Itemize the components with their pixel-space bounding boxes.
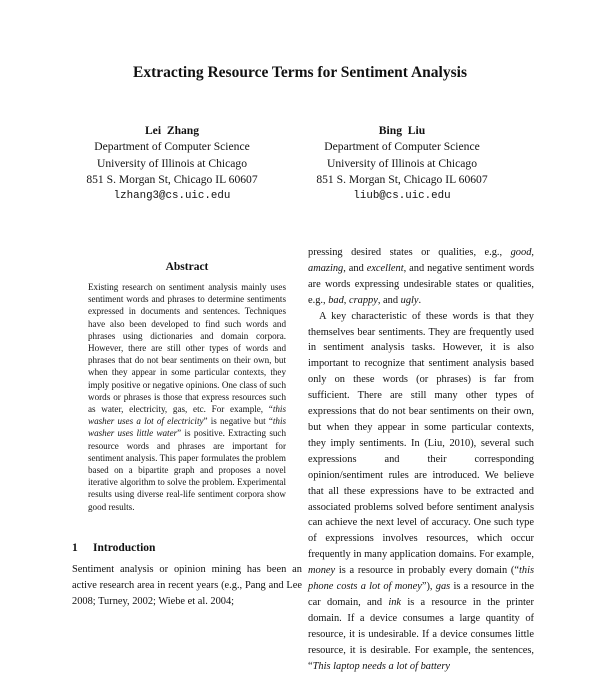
example-word: good [510,247,532,258]
text-run: A key characteristic of these words is that they themselves bear sentiments. They are frequently used in sentiment analysis tasks. However, it is also important to recognize that sentiment analysis based only on these words (or phrases) is far from sufficient. There are still many other types of expressions that do not bear sentiments on their own, but when they appear in some particular contexts, they imply sentiments. In (Liu, 2010), several such expressions and their corresponding opinion/sentiment rules are introduced. We believe that all these expressions have to be extracted and associated problems solved before sentiment analysis can achieve the next level of accuracy. One such type of expressions involves resources, which occur frequently in many application domains. For example, [308,310,534,561]
example-word: crappy [349,294,378,306]
author-email[interactable]: lzhang3@cs.uic.edu [113,190,231,203]
paragraph [308,245,534,309]
text-run: , and [377,294,401,306]
example-sentence: this phone costs a lot of money [308,565,534,593]
author-name: Lei Zhang [144,124,200,137]
intro-text: Sentiment analysis or opinion mining has been an active research area in recent years (e.g., Pang and Lee 2008; Turney, 2002; Wiebe et al. 2004; [72,564,302,607]
example-word: gas [435,581,451,593]
author-name: Bing Liu [378,124,426,137]
author-email[interactable]: liub@cs.uic.edu [353,190,451,203]
text-run: , and [343,262,367,274]
abstract-heading: Abstract [165,261,209,273]
abstract-text [88,281,286,513]
section-number: 1 [72,542,78,554]
text-run: , [343,294,349,306]
section-title: Introduction [93,542,156,554]
section-heading [72,542,302,554]
abstract-text-part: Existing research on sentiment analysis mainly uses sentiment words and phrases to determine sentiments expressed in documents and sentences. Techniques have also been developed to find such words and phrases using dictionaries and domain corpora. However, there are still other types of words and phrases that do not bear sentiments on their own, but when they appear in some particular contexts, they imply positive or negative opinions. One class of such words or phrases is those that express resources such as water, electricity, gas, etc. For example, “ [88,282,286,415]
text-run: , [531,247,534,258]
text-run: ”), [421,581,436,593]
text-run: is a resource in the printer domain. If a device consumes a large quantity of resource, it is undesirable. If a device consumes little resource, it is desirable. For example, the sentences, “ [308,596,534,672]
author-department: Department of Computer Science [94,140,250,154]
abstract-example: this washer uses little water [88,416,287,439]
text-run: , and negative sentiment words are words expressing undesirable states or qualities, e.g., [308,262,534,306]
example-word: ink [388,596,402,608]
abstract-example: this washer uses a lot of electricity [88,404,286,427]
text-run: is a resource in the car domain, and [308,581,534,608]
text-run: . [418,294,422,306]
example-word: money [308,565,336,577]
example-word: amazing [308,262,344,274]
author-block-liu [282,123,522,204]
text-run: pressing desired states or qualities, e.g., [308,247,511,258]
author-department: Department of Computer Science [324,140,480,154]
author-block-zhang [52,123,292,204]
author-address: 851 S. Morgan St, Chicago IL 60607 [316,172,488,186]
paragraph [308,309,534,674]
paper-title: Extracting Resource Terms for Sentiment Analysis [133,64,467,81]
example-word: ugly [400,294,419,306]
author-address: 851 S. Morgan St, Chicago IL 60607 [86,172,258,186]
author-university: University of Illinois at Chicago [96,156,248,170]
text-run: is a resource in probably every domain (“ [335,565,519,577]
author-university: University of Illinois at Chicago [326,156,478,170]
abstract-text-part: ” is positive. Extracting such resource words and phrases are important for sentiment analysis. This paper formulates the problem based on a bipartite graph and proposes a novel iterative algorithm to solve the problem. Experimental results using diverse real-life sentiment corpora show good results. [88,428,287,512]
example-word: bad [328,294,344,306]
example-word: excellent [366,262,404,274]
right-column [308,245,534,674]
abstract-text-part: ” is negative but “ [203,416,273,427]
example-sentence: This laptop needs a lot of battery [312,660,451,672]
